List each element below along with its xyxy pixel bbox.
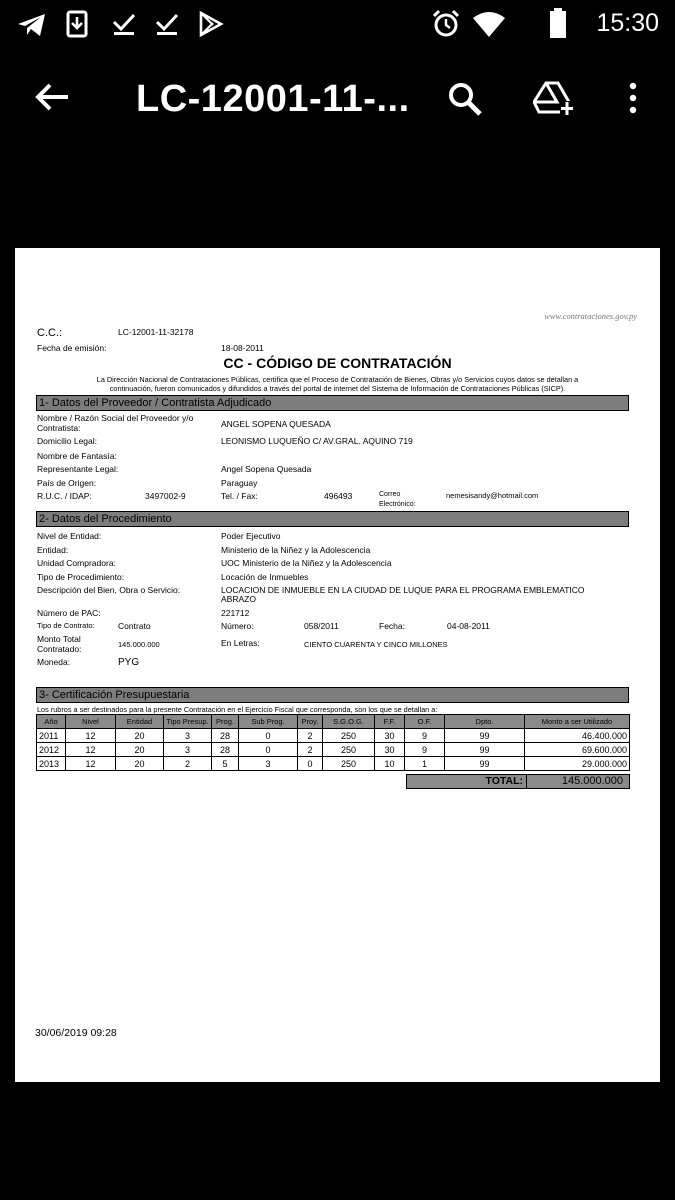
- table-cell: 2013: [37, 757, 66, 771]
- table-cell: 29.000.000: [525, 757, 630, 771]
- total-row: [406, 774, 630, 789]
- table-cell: 12: [66, 729, 116, 743]
- table-cell: 99: [445, 729, 525, 743]
- nombre-label-2: Contratista:: [37, 423, 81, 433]
- nivel-value: Poder Ejecutivo: [221, 531, 281, 541]
- nivel-label: Nivel de Entidad:: [37, 531, 102, 541]
- col-header: Entidad: [116, 715, 164, 729]
- section-3-title: 3- Certificación Presupuestaria: [39, 689, 190, 701]
- table-cell: 3: [164, 729, 212, 743]
- cc-label: C.C.:: [37, 327, 63, 339]
- uoc-label: Unidad Compradora:: [37, 558, 116, 568]
- col-header: Nivel: [66, 715, 116, 729]
- col-header: Tipo Presup.: [164, 715, 212, 729]
- table-cell: 12: [66, 743, 116, 757]
- entidad-label: Entidad:: [37, 545, 69, 555]
- table-cell: 20: [116, 743, 164, 757]
- table-cell: 2: [164, 757, 212, 771]
- numero-value: 058/2011: [304, 621, 339, 631]
- wifi-icon: [472, 10, 506, 38]
- more-vert-icon[interactable]: [627, 81, 639, 115]
- table-cell: 3: [239, 757, 298, 771]
- correo-label: Correo: [379, 491, 401, 498]
- total-value: 145.000.000: [561, 775, 623, 787]
- tipo-contrato-label: Tipo de Contrato:: [37, 621, 95, 630]
- correo-label-2: Electrónico:: [379, 501, 416, 508]
- table-cell: 1: [405, 757, 445, 771]
- nombre-label: Nombre / Razón Social del Proveedor y/o: [37, 413, 194, 423]
- tel-label: Tel. / Fax:: [221, 491, 258, 501]
- moneda-label: Moneda:: [37, 657, 71, 667]
- col-header: F.F.: [375, 715, 405, 729]
- fecha-contrato-label: Fecha:: [379, 621, 405, 631]
- descripcion-value: LOCACION DE INMUEBLE EN LA CIUDAD DE LUQUE PARA EL PROGRAMA EMBLEMATICO: [221, 585, 585, 595]
- intro-line-2: continuación, fueron comunicados y difundidos a través del portal de internet del Sistema de Información de Contrataciones Públicas (SICP).: [109, 384, 566, 393]
- check-icon: [155, 12, 179, 36]
- section-3-intro: Los rubros a ser destinados para la presente Contratación en el Ejercicio Fiscal que corresponda, son los que se detallan a:: [37, 705, 438, 714]
- table-cell: 30: [375, 729, 405, 743]
- fecha-emision-value: 18-08-2011: [221, 343, 264, 353]
- table-cell: 2011: [37, 729, 66, 743]
- table-cell: 9: [405, 729, 445, 743]
- monto-value: 145.000.000: [118, 640, 160, 649]
- alarm-icon: [431, 9, 461, 39]
- fantasia-label: Nombre de Fantasía:: [37, 451, 117, 461]
- tel-value: 496493: [324, 491, 353, 501]
- fecha-emision-label: Fecha de emisión:: [37, 343, 107, 353]
- domicilio-label: Domicilio Legal:: [37, 436, 97, 446]
- table-cell: 0: [239, 743, 298, 757]
- entidad-value: Ministerio de la Niñez y la Adolescencia: [221, 545, 371, 555]
- ruc-label: R.U.C. / IDAP:: [37, 491, 92, 501]
- total-label: TOTAL:: [407, 775, 527, 788]
- correo-value: nemesisandy@hotmail.com: [446, 491, 539, 500]
- table-cell: 12: [66, 757, 116, 771]
- pac-label: Número de PAC:: [37, 608, 101, 618]
- section-1-header: [36, 395, 629, 411]
- table-cell: 3: [164, 743, 212, 757]
- footer-timestamp: 30/06/2019 09:28: [35, 1027, 117, 1039]
- col-header: Proy.: [298, 715, 323, 729]
- col-header: S.G.O.G.: [323, 715, 375, 729]
- table-cell: 30: [375, 743, 405, 757]
- table-cell: 99: [445, 757, 525, 771]
- table-row: [37, 757, 630, 771]
- table-cell: 250: [323, 743, 375, 757]
- clock: 15:30: [596, 9, 659, 37]
- domicilio-value: LEONISMO LUQUEÑO C/ AV.GRAL. AQUINO 719: [221, 436, 413, 446]
- descripcion-label: Descripción del Bien, Obra o Servicio:: [37, 585, 181, 595]
- cc-value: LC-12001-11-32178: [118, 327, 194, 337]
- table-cell: 46.400.000: [525, 729, 630, 743]
- ruc-value: 3497002-9: [145, 491, 186, 501]
- monto-label: Monto Total: [37, 634, 81, 644]
- nombre-value: ANGEL SOPENA QUESADA: [221, 419, 331, 429]
- budget-table: [36, 714, 630, 771]
- download-icon: [66, 10, 88, 38]
- document-page[interactable]: [15, 248, 660, 1082]
- table-cell: 28: [212, 743, 239, 757]
- col-header: O.F.: [405, 715, 445, 729]
- en-letras-label: En Letras:: [221, 638, 260, 648]
- section-1-title: 1- Datos del Proveedor / Contratista Adjudicado: [39, 397, 272, 409]
- page-title: CC - CÓDIGO DE CONTRATACIÓN: [223, 355, 452, 371]
- moneda-value: PYG: [118, 657, 140, 668]
- en-letras-value: CIENTO CUARENTA Y CINCO MILLONES: [304, 640, 448, 649]
- col-header: Sub Prog.: [239, 715, 298, 729]
- tipo-contrato-value: Contrato: [118, 621, 151, 631]
- table-cell: 20: [116, 757, 164, 771]
- table-cell: 0: [239, 729, 298, 743]
- table-cell: 2012: [37, 743, 66, 757]
- check-icon: [112, 12, 136, 36]
- watermark: www.contrataciones.gov.py: [544, 311, 637, 321]
- numero-label: Número:: [221, 621, 254, 631]
- table-row: [37, 729, 630, 743]
- table-cell: 0: [298, 757, 323, 771]
- drive-add-icon[interactable]: [533, 80, 575, 116]
- col-header: Año: [37, 715, 66, 729]
- col-header: Prog.: [212, 715, 239, 729]
- table-cell: 250: [323, 757, 375, 771]
- telegram-icon: [16, 12, 48, 38]
- table-cell: 99: [445, 743, 525, 757]
- intro-line-1: La Dirección Nacional de Contrataciones Públicas, certifica que el Proceso de Contratación de Bienes, Obras y/o Servicios cuyos datos se detallan a: [96, 375, 579, 384]
- fecha-contrato-value: 04-08-2011: [447, 621, 490, 631]
- table-cell: 69.600.000: [525, 743, 630, 757]
- table-header-row: [37, 715, 630, 729]
- status-bar: [0, 0, 675, 48]
- table-cell: 20: [116, 729, 164, 743]
- battery-icon: [548, 7, 568, 39]
- section-3-header: [36, 687, 629, 703]
- uoc-value: UOC Ministerio de la Niñez y la Adolescencia: [221, 558, 392, 568]
- table-row: [37, 743, 630, 757]
- table-cell: 2: [298, 729, 323, 743]
- table-cell: 9: [405, 743, 445, 757]
- search-icon[interactable]: [447, 81, 483, 117]
- col-header: Dpto.: [445, 715, 525, 729]
- monto-label-2: Contratado:: [37, 644, 82, 654]
- col-header: Monto a ser Utilizado: [525, 715, 630, 729]
- tipo-procedimiento-value: Locación de Inmuebles: [221, 572, 309, 582]
- table-cell: 250: [323, 729, 375, 743]
- section-2-title: 2- Datos del Procedimiento: [39, 513, 172, 525]
- play-store-icon: [198, 11, 224, 37]
- table-cell: 10: [375, 757, 405, 771]
- representante-label: Representante Legal:: [37, 464, 119, 474]
- pais-label: País de Origen:: [37, 478, 97, 488]
- pac-value: 221712: [221, 608, 250, 618]
- pais-value: Paraguay: [221, 478, 258, 488]
- representante-value: Angel Sopena Quesada: [221, 464, 312, 474]
- tipo-procedimiento-label: Tipo de Procedimiento:: [37, 572, 125, 582]
- back-arrow-icon[interactable]: [34, 82, 70, 112]
- document-title: LC-12001-11-...: [136, 78, 410, 120]
- table-cell: 5: [212, 757, 239, 771]
- descripcion-value-2: ABRAZO: [221, 594, 256, 604]
- section-2-header: [36, 511, 629, 527]
- table-cell: 28: [212, 729, 239, 743]
- table-cell: 2: [298, 743, 323, 757]
